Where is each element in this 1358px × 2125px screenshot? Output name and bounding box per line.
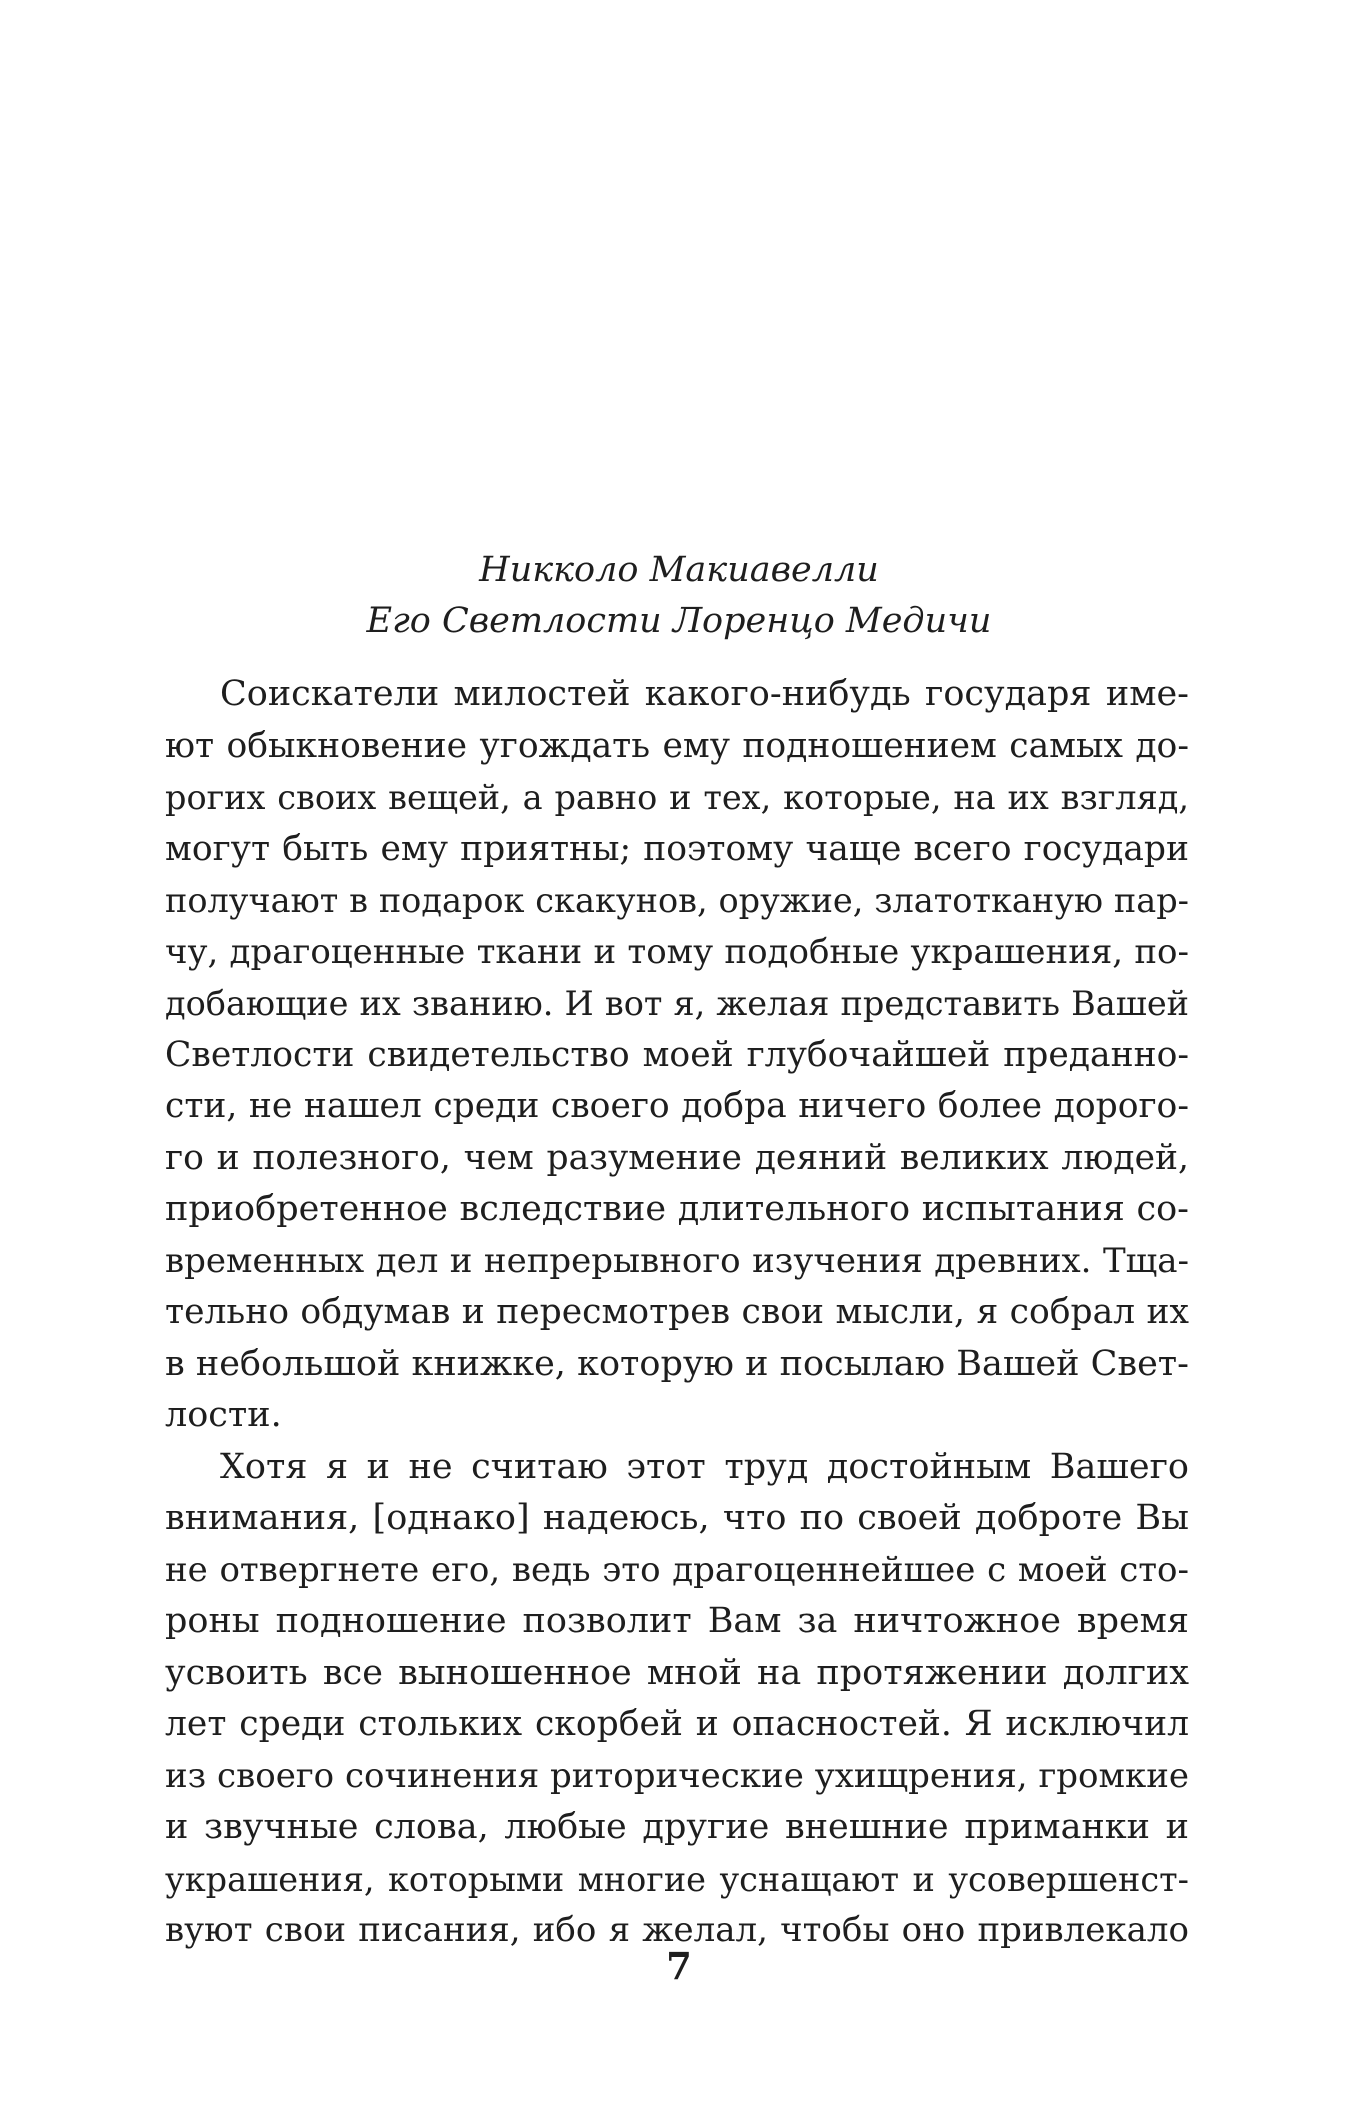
text-line: сти, не нашел среди своего добра ничего более дорого- <box>165 1086 1189 1126</box>
text-line: внимания, [однако] надеюсь, что по своей доброте Вы <box>165 1498 1189 1538</box>
text-line: го и полезного, чем разумение деяний великих людей, <box>165 1137 1189 1178</box>
text-line: Хотя я и не считаю этот труд достойным Вашего <box>220 1446 1189 1487</box>
text-line: вуют свои писания, ибо я желал, чтобы оно привлекало <box>165 1910 1189 1950</box>
text-line: приобретенное вследствие длительного испытания со- <box>165 1189 1189 1229</box>
text-line: не отвергнете его, ведь это драгоценнейшее с моей сто- <box>165 1549 1189 1590</box>
text-line: могут быть ему приятны; поэтому чаще всего государи <box>165 828 1189 869</box>
text-line: получают в подарок скакунов, оружие, златотканую пар- <box>165 881 1189 920</box>
text-line: Светлости свидетельство моей глубочайшей преданно- <box>165 1034 1189 1075</box>
text-line: и звучные слова, любые другие внешние приманки и <box>165 1807 1189 1847</box>
author-heading: Никколо Макиавелли <box>479 550 879 590</box>
text-line: лости. <box>165 1395 282 1435</box>
text-line: временных дел и непрерывного изучения древних. Тща- <box>165 1240 1189 1281</box>
text-line: ют обыкновение угождать ему подношением самых до- <box>165 725 1189 766</box>
text-line: добающие их званию. И вот я, желая представить Вашей <box>165 984 1189 1023</box>
text-line: чу, драгоценные ткани и тому подобные украшения, по- <box>165 931 1189 972</box>
text-line: лет среди стольких скорбей и опасностей. Я исключил <box>165 1704 1189 1744</box>
text-line: рогих своих вещей, а равно и тех, которые, на их взгляд, <box>165 778 1189 817</box>
paragraph <box>165 1442 1189 1957</box>
page-number: 7 <box>666 1944 692 1988</box>
text-line: усвоить все выношенное мной на протяжении долгих <box>165 1652 1189 1693</box>
dedication-heading: Его Светлости Лоренцо Медичи <box>366 601 992 641</box>
text-line: в небольшой книжке, которую и посылаю Вашей Свет- <box>165 1343 1189 1384</box>
text-line: тельно обдумав и пересмотрев свои мысли, я собрал их <box>165 1292 1189 1332</box>
text-line: Соискатели милостей какого-нибудь государя име- <box>220 674 1189 714</box>
text-line: украшения, которыми многие уснащают и усовершенст- <box>165 1859 1189 1899</box>
body-text <box>165 669 1189 1957</box>
text-line: из своего сочинения риторические ухищрения, громкие <box>165 1755 1189 1796</box>
paragraph <box>165 669 1189 1442</box>
text-line: роны подношение позволит Вам за ничтожное время <box>165 1601 1189 1641</box>
